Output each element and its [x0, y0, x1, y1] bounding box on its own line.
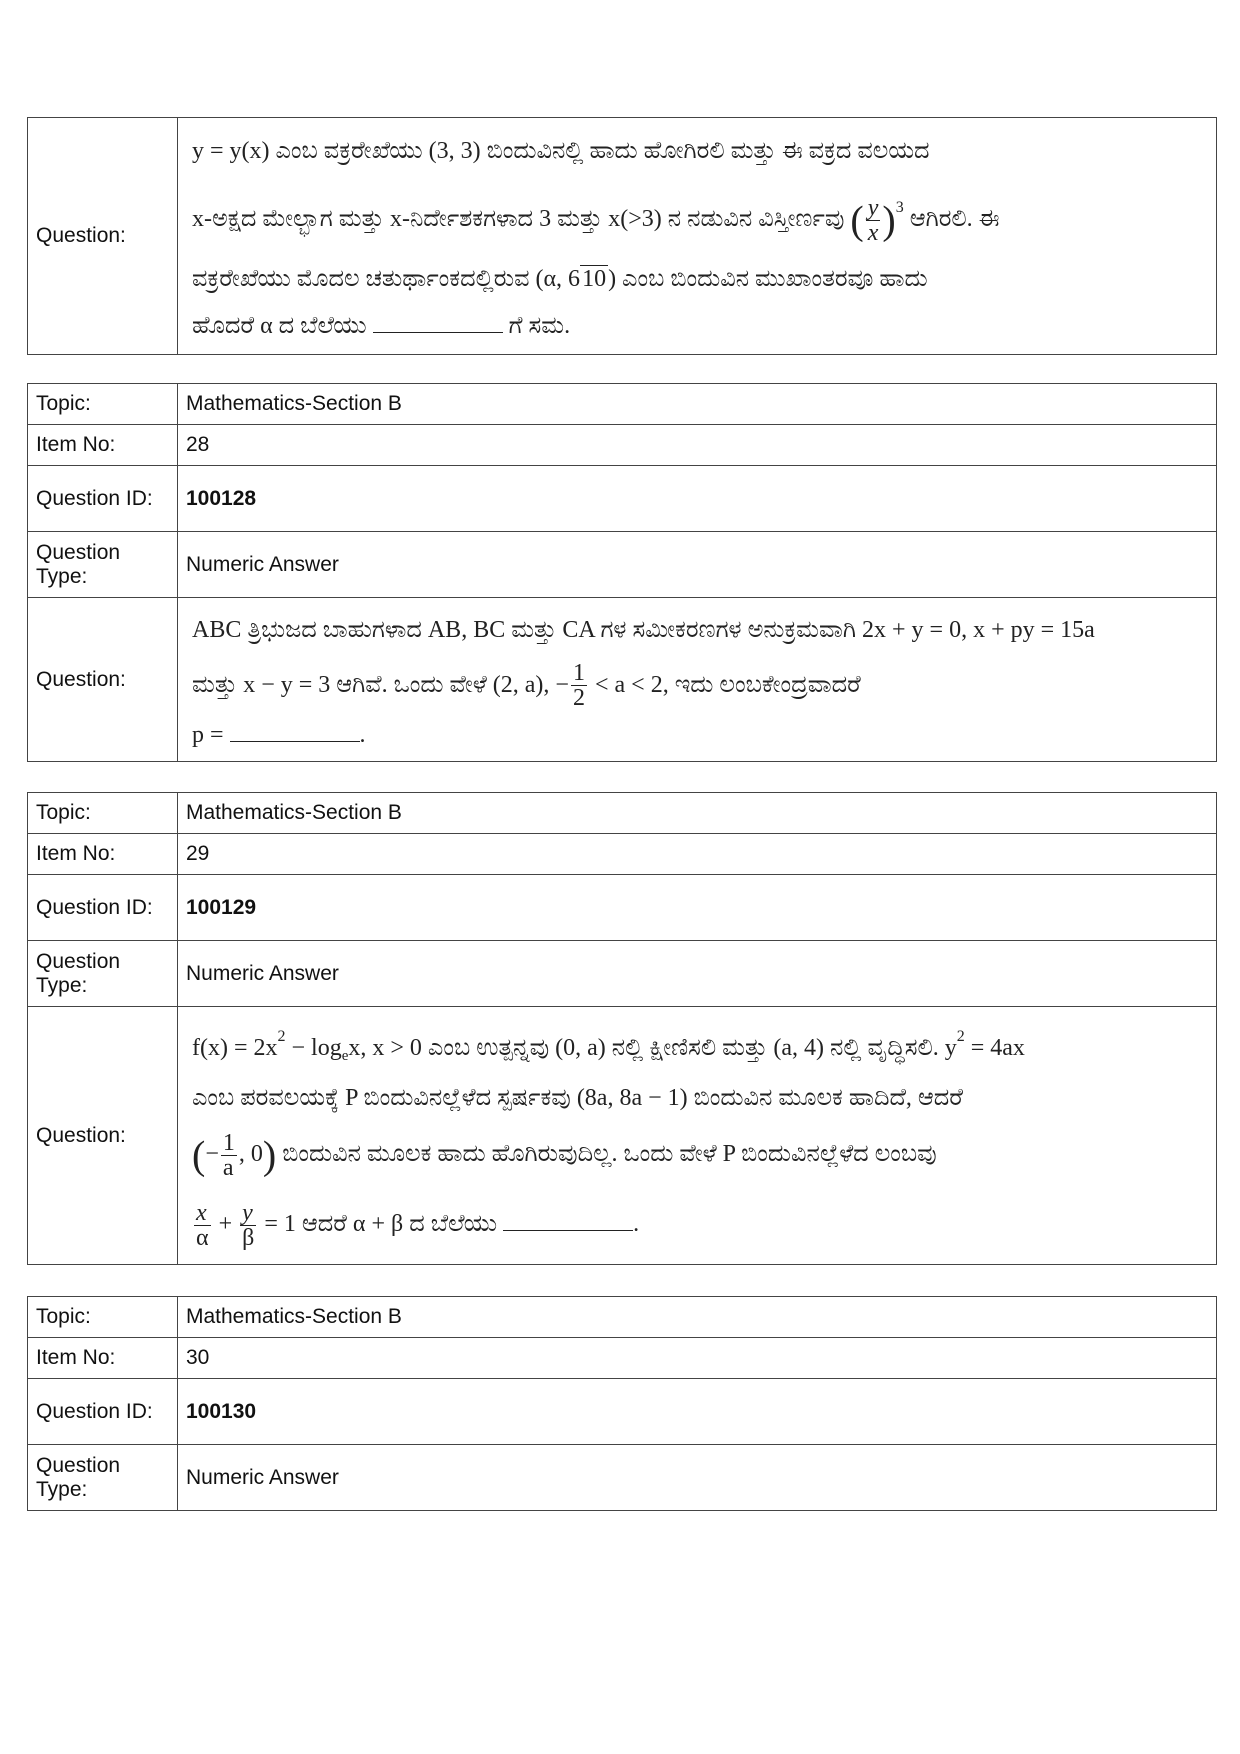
item-no-value: 29 — [178, 834, 1217, 875]
question-table — [27, 792, 1217, 1265]
question-line: p = . — [192, 721, 366, 748]
question-type-label: Question Type: — [28, 532, 178, 598]
question-table — [27, 1296, 1217, 1511]
fraction: $\frac{1}{2}$ — [572, 660, 585, 712]
question-line: x-ಅಕ್ಷದ ಮೇಲ್ಭಾಗ ಮತ್ತು x-ನಿರ್ದೇಶಕಗಳಾದ 3 ಮತ್ತು x(>3) ನ ನಡುವಿನ ವಿಸ್ತೀರ್ಣವು ( $\frac{y}{x}$ )$^3$ ಆಗಿರಲಿ. ಈ — [192, 194, 1000, 246]
question-text — [178, 118, 1217, 355]
question-line: y = y(x) ಎಂಬ ವಕ್ರರೇಖೆಯು (3, 3) ಬಿಂದುವಿನಲ್ಲಿ ಹಾದು ಹೋಗಿರಲಿ ಮತ್ತು ಈ ವಕ್ರದ ವಲಯದ — [192, 137, 930, 164]
question-block-29 — [27, 792, 1217, 1265]
question-label: Question: — [28, 598, 178, 762]
question-text — [178, 598, 1217, 762]
topic-value: Mathematics-Section B — [178, 384, 1217, 425]
fraction: $\frac{y}{\beta}$ — [242, 1199, 255, 1251]
answer-blank — [503, 1210, 633, 1231]
question-type-label: Question Type: — [28, 1445, 178, 1511]
topic-label: Topic: — [28, 793, 178, 834]
question-id-value: 100128 — [178, 466, 1217, 532]
question-type-value: Numeric Answer — [178, 941, 1217, 1007]
question-line: $f(x) = 2x^2 - \log_ex$, x > 0 ಎಂಬ ಉತ್ಪನ್ನವು (0, a) ನಲ್ಲಿ ಕ್ಷೀಣಿಸಲಿ ಮತ್ತು (a, 4) ನಲ್ಲಿ ವೃದ್ಧಿಸಲಿ. $y^2 = 4ax$ — [192, 1028, 1025, 1065]
item-no-label: Item No: — [28, 425, 178, 466]
topic-label: Topic: — [28, 1297, 178, 1338]
item-no-value: 30 — [178, 1338, 1217, 1379]
fraction: $\frac{1}{a}$ — [222, 1130, 235, 1182]
question-line: ಮತ್ತು x − y = 3 ಆಗಿವೆ. ಒಂದು ವೇಳೆ (2, a), − $\frac{1}{2}$ < a < 2, ಇದು ಲಂಬಕೇಂದ್ರವಾದರೆ — [192, 660, 861, 712]
question-line: ಎಂಬ ಪರವಲಯಕ್ಕೆ P ಬಿಂದುವಿನಲ್ಲೆಳೆದ ಸ್ಪರ್ಷಕವು (8a, 8a − 1) ಬಿಂದುವಿನ ಮೂಲಕ ಹಾದಿದೆ, ಆದರೆ — [192, 1085, 963, 1112]
sqrt: 10 — [582, 266, 607, 293]
question-block-28 — [27, 383, 1217, 762]
question-id-value: 100129 — [178, 875, 1217, 941]
question-line: $\frac{x}{\alpha}$ + $\frac{y}{\beta}$ = 1 ಆದರೆ α + β ದ ಬೆಲೆಯು . — [196, 1199, 640, 1251]
topic-label: Topic: — [28, 384, 178, 425]
question-id-value: 100130 — [178, 1379, 1217, 1445]
question-block-27 — [27, 117, 1217, 355]
question-id-label: Question ID: — [28, 1379, 178, 1445]
topic-value: Mathematics-Section B — [178, 1297, 1217, 1338]
question-line: ABC ತ್ರಿಭುಜದ ಬಾಹುಗಳಾದ AB, BC ಮತ್ತು CA ಗಳ ಸಮೀಕರಣಗಳ ಅನುಕ್ರಮವಾಗಿ 2x + y = 0, x + py = 15a — [192, 616, 1095, 643]
question-text — [178, 1007, 1217, 1265]
question-label: Question: — [28, 1007, 178, 1265]
question-type-value: Numeric Answer — [178, 1445, 1217, 1511]
item-no-label: Item No: — [28, 1338, 178, 1379]
fraction: $\frac{x}{\alpha}$ — [196, 1199, 209, 1251]
topic-value: Mathematics-Section B — [178, 793, 1217, 834]
question-type-label: Question Type: — [28, 941, 178, 1007]
answer-blank — [373, 312, 503, 333]
question-table — [27, 117, 1217, 355]
question-id-label: Question ID: — [28, 875, 178, 941]
question-type-value: Numeric Answer — [178, 532, 1217, 598]
question-id-label: Question ID: — [28, 466, 178, 532]
question-line: ವಕ್ರರೇಖೆಯು ಮೊದಲ ಚತುರ್ಥಾಂಕದಲ್ಲಿರುವ (α, 610) ಎಂಬ ಬಿಂದುವಿನ ಮುಖಾಂತರವೂ ಹಾದು — [192, 266, 928, 293]
question-line: ಹೊದರೆ α ದ ಬೆಲೆಯು ಗೆ ಸಮ. — [192, 313, 571, 340]
question-block-30 — [27, 1296, 1217, 1511]
item-no-value: 28 — [178, 425, 1217, 466]
question-line: (− $\frac{1}{a}$ , 0) ಬಿಂದುವಿನ ಮೂಲಕ ಹಾದು ಹೊಗಿರುವುದಿಲ್ಲ. ಒಂದು ವೇಳೆ P ಬಿಂದುವಿನಲ್ಲೆಳೆದ ಲಂಬವು — [192, 1130, 937, 1182]
item-no-label: Item No: — [28, 834, 178, 875]
fraction: $\frac{y}{x}$ — [867, 194, 879, 246]
question-label: Question: — [28, 118, 178, 355]
answer-blank — [230, 721, 360, 742]
question-table — [27, 383, 1217, 762]
